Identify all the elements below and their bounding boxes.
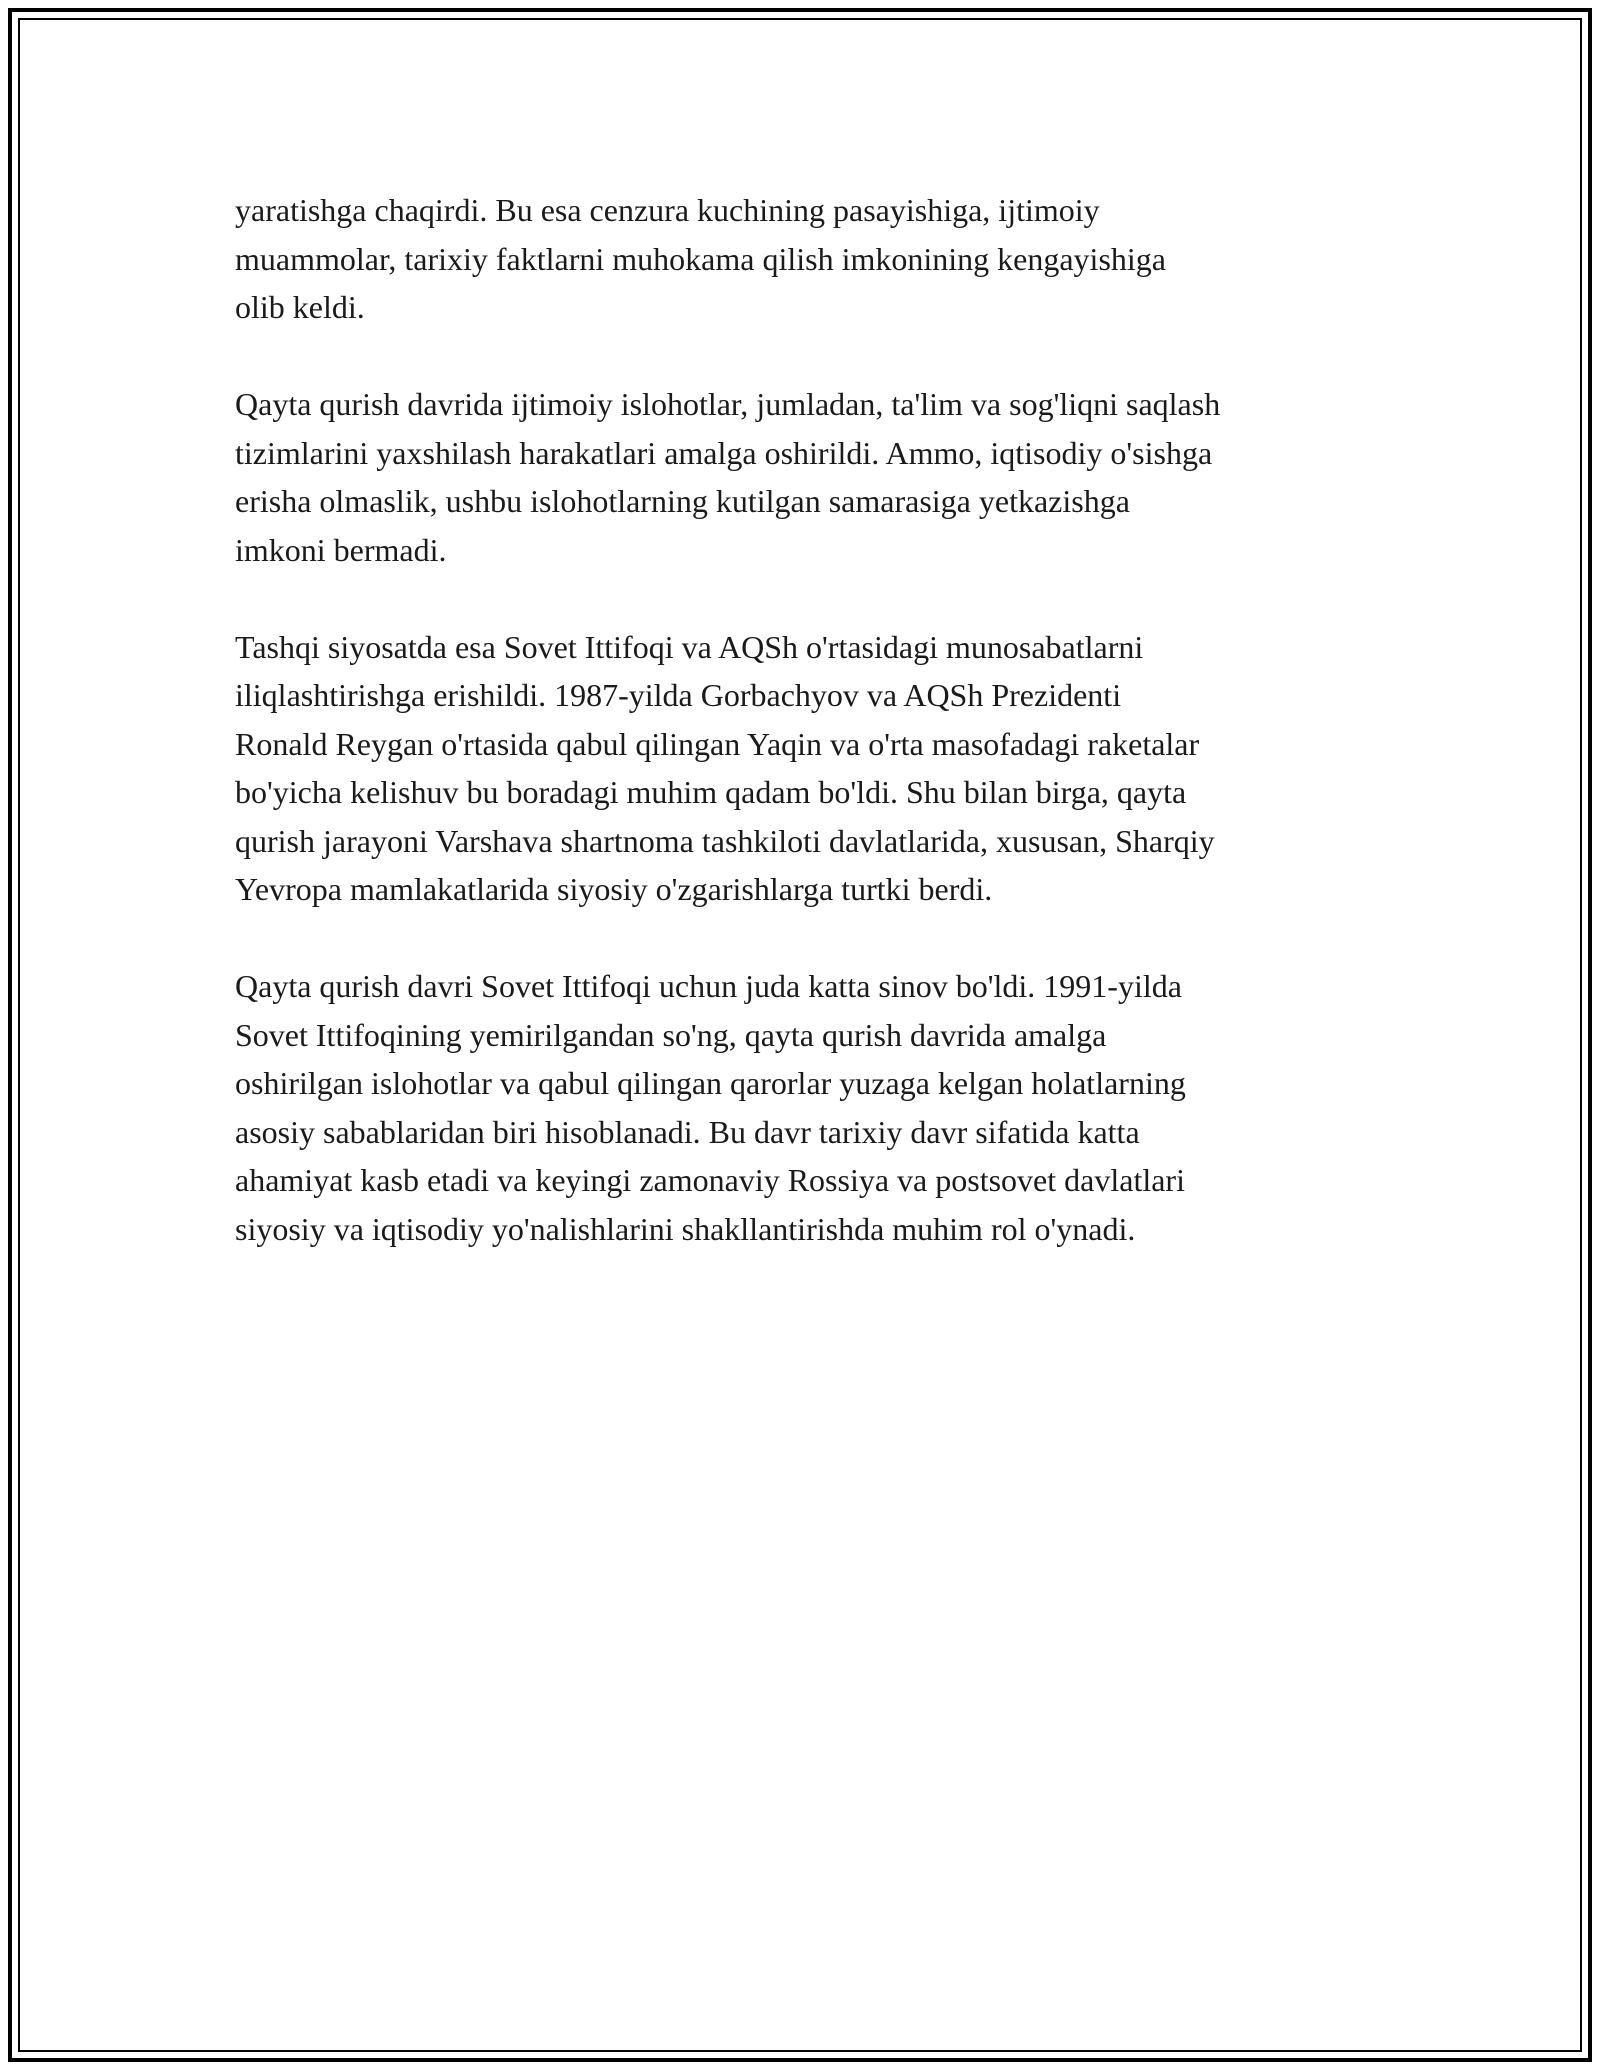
text-line: siyosiy va iqtisodiy yo'nalishlarini shakllantirishda muhim rol o'ynadi. [235,1210,1136,1247]
text-line: yaratishga chaqirdi. Bu esa cenzura kuchining pasayishiga, ijtimoiy [235,192,1100,228]
text-line: oshirilgan islohotlar va qabul qilingan qarorlar yuzaga kelgan holatlarning [235,1065,1186,1101]
text-line: bo'yicha kelishuv bu boradagi muhim qadam bo'ldi. Shu bilan birga, qayta [235,774,1187,810]
text-line: asosiy sabablaridan biri hisoblanadi. Bu davr tarixiy davr sifatida katta [235,1113,1140,1150]
text-line: tizimlarini yaxshilash harakatlari amalga oshirildi. Ammo, iqtisodiy o'sishga [235,434,1213,471]
text-line: iliqlashtirishga erishildi. 1987-yilda Gorbachyov va AQSh Prezidenti [235,677,1122,713]
text-line: Sovet Ittifoqining yemirilgandan so'ng, qayta qurish davrida amalga [235,1016,1107,1053]
text-line: Tashqi siyosatda esa Sovet Ittifoqi va AQSh o'rtasidagi munosabatlarni [235,628,1144,665]
paragraph-1 [235,186,1385,332]
text-line: ahamiyat kasb etadi va keyingi zamonaviy Rossiya va postsovet davlatlari [235,1162,1185,1198]
paragraph-2 [235,380,1385,574]
text-line: imkoni bermadi. [235,531,447,568]
text-line: olib keldi. [235,289,365,325]
text-line: Yevropa mamlakatlarida siyosiy o'zgarishlarga turtki berdi. [235,871,993,907]
paragraph-4 [235,962,1385,1253]
text-line: erisha olmaslik, ushbu islohotlarning kutilgan samarasiga yetkazishga [235,483,1130,519]
document-body [235,186,1385,1302]
text-line: muammolar, tarixiy faktlarni muhokama qilish imkonining kengayishiga [235,240,1166,277]
text-line: Qayta qurish davrida ijtimoiy islohotlar, jumladan, ta'lim va sog'liqni saqlash [235,386,1221,422]
text-line: qurish jarayoni Varshava shartnoma tashkiloti davlatlarida, xususan, Sharqiy [235,822,1215,859]
text-line: Qayta qurish davri Sovet Ittifoqi uchun juda katta sinov bo'ldi. 1991-yilda [235,968,1182,1004]
paragraph-3 [235,623,1385,914]
text-line: Ronald Reygan o'rtasida qabul qilingan Yaqin va o'rta masofadagi raketalar [235,725,1200,762]
